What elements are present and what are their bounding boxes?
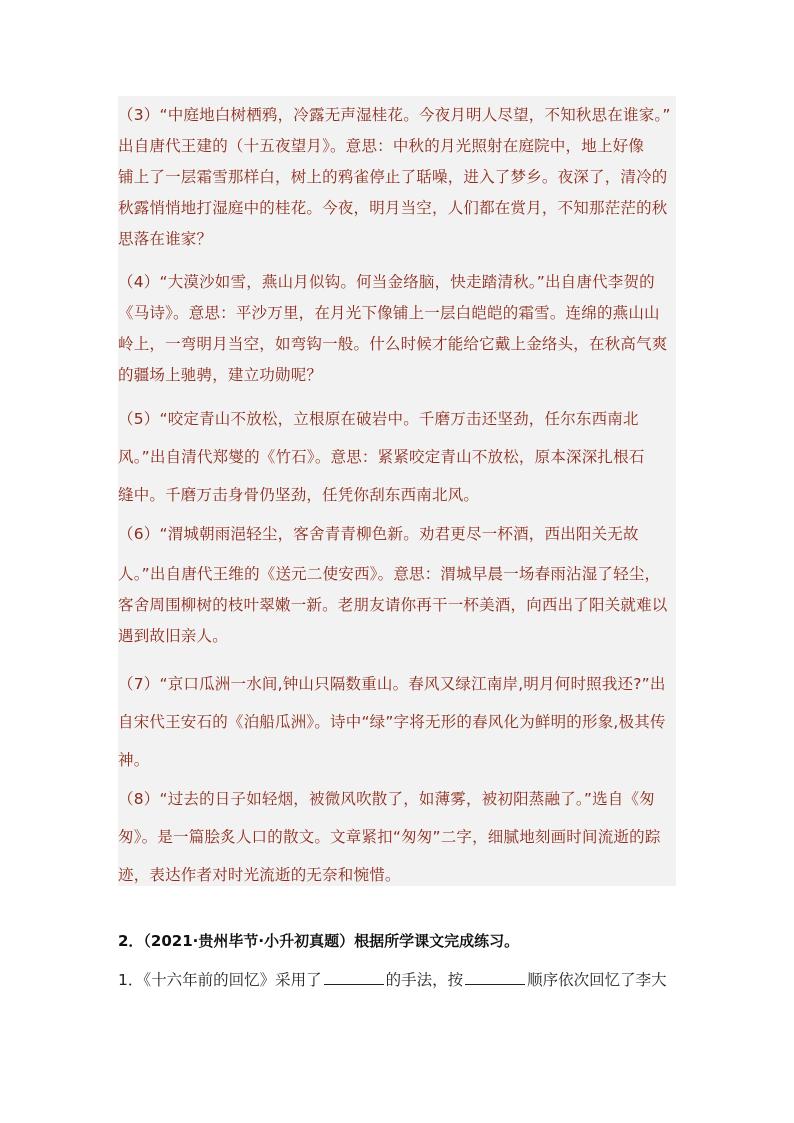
answer-line: 神。 — [118, 751, 150, 769]
answer-line: （3）“中庭地白树栖鸦，冷露无声湿桂花。今夜月明人尽望，不知秋思在谁家。” — [118, 106, 671, 124]
answer-line: 迹，表达作者对时光流逝的无奈和惋惜。 — [118, 866, 401, 884]
answer-blank[interactable] — [465, 968, 525, 985]
answer-line: 客舍周围柳树的枝叶翠嫩一新。老朋友请你再干一杯美酒，向西出了阳关就难以 — [118, 596, 668, 614]
question-text: 1．《十六年前的回忆》采用了 — [118, 971, 322, 989]
answer-item-4 — [118, 267, 676, 391]
answer-item-3 — [118, 100, 676, 255]
answer-item-5 — [118, 400, 676, 514]
answer-line: 人。”出自唐代王维的《送元二使安西》。意思：渭城早晨一场春雨沾湿了轻尘， — [118, 565, 661, 583]
answer-line: 自宋代王安石的《泊船瓜洲》。诗中“绿”字将无形的春风化为鲜明的形象,极其传 — [118, 713, 666, 731]
answer-line: 的疆场上驰骋，建立功勋呢？ — [118, 366, 323, 384]
question-text: 的手法，按 — [385, 971, 464, 989]
answer-blank[interactable] — [324, 968, 384, 985]
answer-line: （7）“京口瓜洲一水间,钟山只隔数重山。春风又绿江南岸,明月何时照我还?”出 — [118, 675, 666, 693]
answer-line: 风。”出自清代郑燮的《竹石》。意思：紧紧咬定青山不放松，原本深深扎根石 — [118, 448, 645, 466]
question-title: 2．（2021·贵州毕节·小升初真题）根据所学课文完成练习。 — [118, 932, 520, 950]
answer-line: 匆》。是一篇脍炙人口的散文。文章紧扣“匆匆”二字，细腻地刻画时间流逝的踪 — [118, 828, 661, 846]
answer-line: （6）“渭城朝雨浥轻尘，客舍青青柳色新。劝君更尽一杯酒，西出阳关无故 — [118, 525, 639, 543]
answer-line: 秋露悄悄地打湿庭中的桂花。今夜，明月当空，人们都在赏月，不知那茫茫的秋 — [118, 199, 668, 217]
answer-item-7 — [118, 665, 676, 779]
answer-line: 遇到故旧亲人。 — [118, 627, 228, 645]
answer-line: 出自唐代王建的（十五夜望月》。意思：中秋的月光照射在庭院中，地上好像 — [118, 137, 645, 155]
answer-line: 铺上了一层霜雪那样白，树上的鸦雀停止了聒噪，进入了梦乡。夜深了，清冷的 — [118, 168, 668, 186]
question-text: 顺序依次回忆了李大 — [527, 971, 667, 989]
answer-line: 岭上，一弯明月当空，如弯钩一般。什么时候才能给它戴上金络头，在秋高气爽 — [118, 335, 668, 353]
question-prompt — [118, 968, 667, 990]
answer-item-8 — [118, 780, 676, 894]
answer-line: 思落在谁家？ — [118, 230, 213, 248]
answer-line: （4）“大漠沙如雪，燕山月似钩。何当金络脑，快走踏清秋。”出自唐代李贺的 — [118, 273, 655, 291]
answer-item-6 — [118, 519, 676, 652]
answer-line: （8）“过去的日子如轻烟，被微风吹散了，如薄雾，被初阳蒸融了。”选自《匆 — [118, 790, 655, 808]
answer-line: 缝中。千磨万击身骨仍坚劲，任凭你刮东西南北风。 — [118, 486, 480, 504]
answer-line: 《马诗》。意思：平沙万里，在月光下像铺上一层白皑皑的霜雪。连绵的燕山山 — [118, 304, 660, 322]
answer-line: （5）“咬定青山不放松，立根原在破岩中。千磨万击还坚劲，任尔东西南北 — [118, 410, 639, 428]
